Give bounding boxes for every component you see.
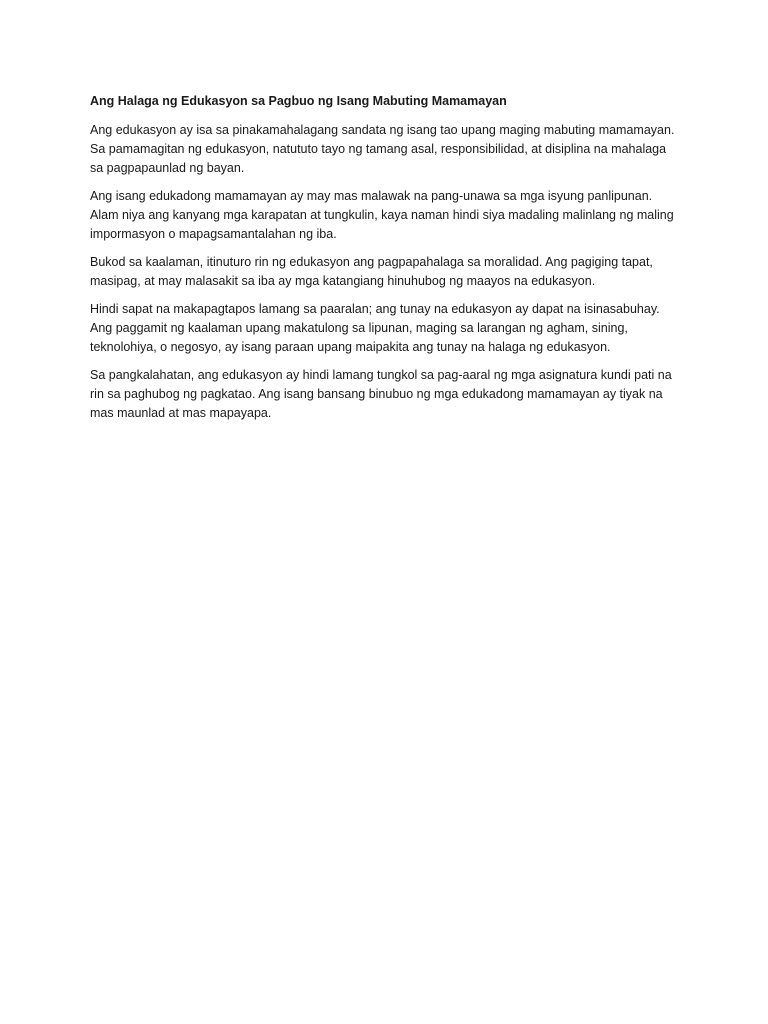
paragraph-line: Hindi sapat na makapagtapos lamang sa paaralan; ang tunay na edukasyon ay dapat na isinasabuhay. <box>90 302 660 316</box>
paragraph-line: Alam niya ang kanyang mga karapatan at tungkulin, kaya naman hindi siya madaling malinlang ng maling <box>90 208 674 222</box>
document-title: Ang Halaga ng Edukasyon sa Pagbuo ng Isang Mabuting Mamamayan <box>90 94 507 108</box>
paragraph-line: Sa pangkalahatan, ang edukasyon ay hindi lamang tungkol sa pag-aaral ng mga asignatura kundi pati na <box>90 368 672 382</box>
paragraph-line: Ang isang edukadong mamamayan ay may mas malawak na pang-unawa sa mga isyung panlipunan. <box>90 189 653 203</box>
paragraph-4 <box>90 300 690 357</box>
paragraph-line: Ang edukasyon ay isa sa pinakamahalagang sandata ng isang tao upang maging mabuting mamamayan. <box>90 123 675 137</box>
paragraph-5 <box>90 366 690 423</box>
paragraph-line: rin sa paghubog ng pagkatao. Ang isang bansang binubuo ng mga edukadong mamamayan ay tiyak na <box>90 387 663 401</box>
paragraph-line: sa pagpapaunlad ng bayan. <box>90 161 245 175</box>
paragraph-line: masipag, at may malasakit sa iba ay mga katangiang hinuhubog ng maayos na edukasyon. <box>90 274 596 288</box>
paragraph-line: Bukod sa kaalaman, itinuturo rin ng edukasyon ang pagpapahalaga sa moralidad. Ang pagiging tapat, <box>90 255 653 269</box>
paragraph-line: Ang paggamit ng kaalaman upang makatulong sa lipunan, maging sa larangan ng agham, sining, <box>90 321 628 335</box>
paragraph-line: Sa pamamagitan ng edukasyon, natututo tayo ng tamang asal, responsibilidad, at disiplina na mahalaga <box>90 142 667 156</box>
document-page <box>90 92 690 432</box>
paragraph-line: teknolohiya, o negosyo, ay isang paraan upang maipakita ang tunay na halaga ng edukasyon. <box>90 340 611 354</box>
paragraph-line: mas maunlad at mas mapayapa. <box>90 406 272 420</box>
paragraph-line: impormasyon o mapagsamantalahan ng iba. <box>90 227 337 241</box>
paragraph-2 <box>90 187 690 244</box>
paragraph-3 <box>90 253 690 291</box>
paragraph-1 <box>90 121 690 178</box>
